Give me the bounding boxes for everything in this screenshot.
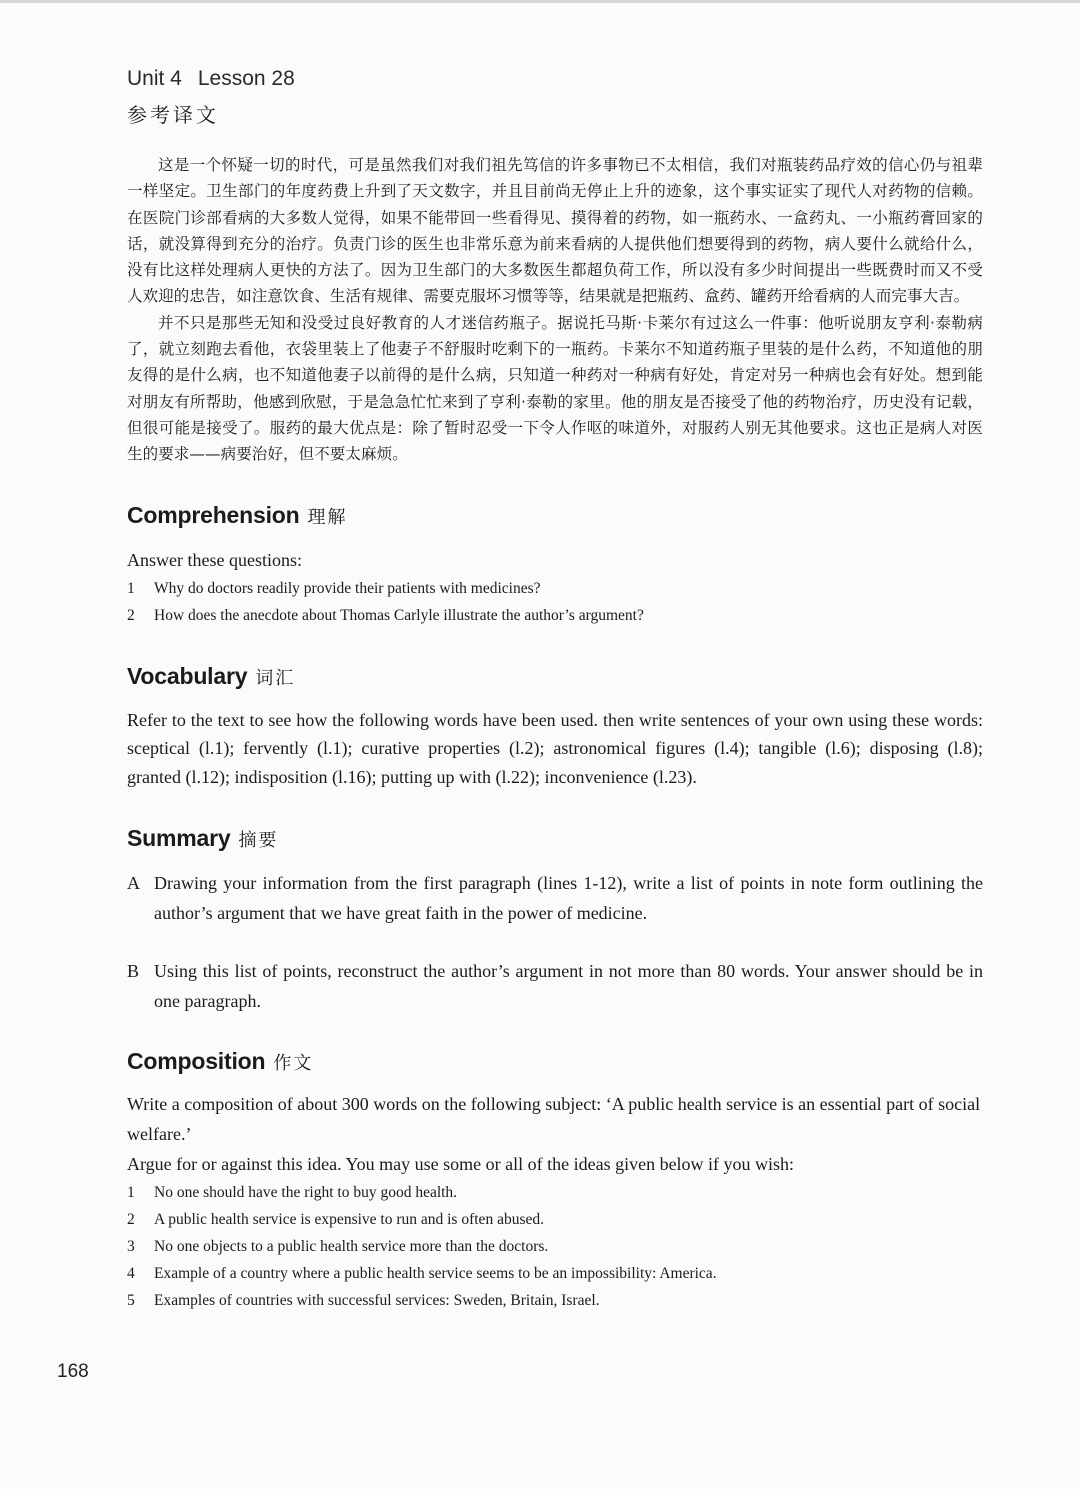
comprehension-intro: Answer these questions: [127, 549, 302, 570]
chinese-translation [127, 152, 983, 468]
composition-argue: Argue for or against this idea. You may use some or all of the ideas given below if you wish: [127, 1154, 795, 1175]
summary-item-b: B Using this list of points, reconstruct the author’s argument in not more than 80 words. Your answer should be in one paragraph. [127, 961, 983, 1012]
ideas-list [127, 1179, 983, 1314]
vocabulary-heading: Vocabulary 词汇 [127, 662, 296, 689]
question-list [127, 575, 983, 629]
comprehension-section [127, 500, 983, 629]
reference-translation-title: 参考译文 [127, 103, 219, 127]
unit-label: Unit 4 [127, 67, 182, 90]
vocabulary-section [127, 661, 983, 792]
idea-item: 4 Example of a country where a public health service seems to be an impossibility: America. [127, 1265, 717, 1283]
comprehension-heading: Comprehension 理解 [127, 501, 348, 528]
unit-lesson-header [127, 62, 983, 96]
page-content [127, 62, 983, 1314]
summary-heading: Summary 摘要 [127, 825, 279, 852]
idea-item: 1 No one should have the right to buy good health. [127, 1184, 458, 1202]
composition-section [127, 1046, 983, 1314]
composition-heading: Composition 作文 [127, 1048, 314, 1075]
summary-item-a: A Drawing your information from the first paragraph (lines 1-12), write a list of points in note form outlining the author’s argument that we have great faith in the power of medicine. [127, 873, 983, 924]
translation-paragraph-1: 这是一个怀疑一切的时代，可是虽然我们对我们祖先笃信的许多事物已不太相信，我们对瓶装药品疗效的信心仍与祖辈一样坚定。卫生部门的年度药费上升到了天文数字，并且目前尚无停止上升的迹象，这个事实证实了现代人对药物的信赖。在医院门诊部看病的大多数人觉得，如果不能带回一些看得见、摸得着的药物，如一瓶药水、一盒药丸、一小瓶药膏回家的话，就没算得到充分的治疗。负责门诊的医生也非常乐意为前来看病的人提供他们想要得到的药物，病人要什么就给什么，没有比这样处理病人更快的方法了。因为卫生部门的大多数医生都超负荷工作，所以没有多少时间提出一些既费时而又不受人欢迎的忠告，如注意饮食、生活有规律、需要克服坏习惯等等，结果就是把瓶药、盒药、罐药开给看病的人而完事大吉。 [127, 156, 983, 306]
top-border [0, 0, 1080, 3]
page-number: 168 [57, 1361, 89, 1382]
vocabulary-text: Refer to the text to see how the following words have been used. then write sentences of your own using these words: sceptical (l.1); fervently (l.1); curative properties (l.2); astronomical figures (l.4); tangible (l.6); disposing (l.8); granted (l.12); indisposition (l.16); putting up with (l.22); inconvenience (l.23). [127, 709, 983, 787]
idea-item: 5 Examples of countries with successful services: Sweden, Britain, Israel. [127, 1292, 600, 1310]
idea-item: 2 A public health service is expensive to run and is often abused. [127, 1211, 544, 1229]
translation-paragraph-2: 并不只是那些无知和没受过良好教育的人才迷信药瓶子。据说托马斯·卡莱尔有过这么一件事：他听说朋友亨利·泰勒病了，就立刻跑去看他，衣袋里装上了他妻子不舒服时吃剩下的一瓶药。卡莱尔不知道药瓶子里装的是什么药，不知道他的朋友得的是什么病，也不知道他妻子以前得的是什么病，只知道一种药对一种病有好处，肯定对另一种病也会有好处。想到能对朋友有所帮助，他感到欣慰，于是急急忙忙来到了亨利·泰勒的家里。他的朋友是否接受了他的药物治疗，历史没有记载，但很可能是接受了。服药的最大优点是：除了暂时忍受一下令人作呕的味道外，对服药人别无其他要求。这也正是病人对医生的要求——病要治好，但不要太麻烦。 [127, 313, 983, 464]
idea-item: 3 No one objects to a public health service more than the doctors. [127, 1238, 549, 1256]
summary-section [127, 823, 983, 1016]
composition-prompt: Write a composition of about 300 words on the following subject: ‘A public health service is an essential part of social welfare.’ [127, 1094, 981, 1145]
question-item: 1 Why do doctors readily provide their patients with medicines? [127, 579, 541, 597]
lesson-label: Lesson 28 [197, 67, 295, 90]
question-item: 2 How does the anecdote about Thomas Carlyle illustrate the author’s argument? [127, 606, 644, 624]
